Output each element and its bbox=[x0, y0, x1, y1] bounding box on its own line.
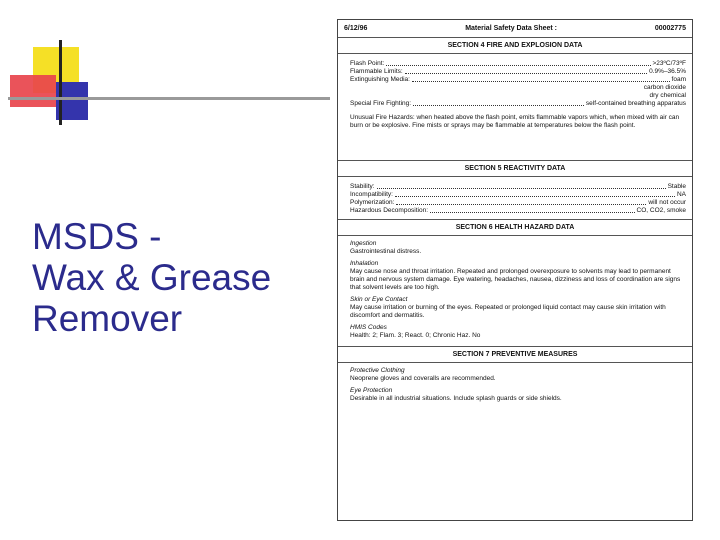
doc-header bbox=[338, 20, 692, 38]
stability-value: Stable bbox=[667, 183, 686, 190]
stability-label: Stability: bbox=[350, 183, 375, 190]
hazardous-decomposition-row bbox=[338, 207, 692, 215]
polymerization-row bbox=[338, 199, 692, 207]
hazardous-decomposition-value: CO, CO2, smoke bbox=[636, 207, 686, 214]
extinguishing-media-label: Extinguishing Media: bbox=[350, 76, 410, 83]
doc-date: 6/12/96 bbox=[344, 25, 368, 32]
polymerization-label: Polymerization: bbox=[350, 199, 395, 206]
flash-point-row bbox=[338, 60, 692, 68]
incompatibility-value: NA bbox=[676, 191, 686, 198]
ingestion-label: Ingestion bbox=[350, 240, 377, 247]
decor-horizontal-line bbox=[8, 97, 330, 100]
incompatibility-label: Incompatibility: bbox=[350, 191, 393, 198]
section-4-title: SECTION 4 FIRE AND EXPLOSION DATA bbox=[338, 38, 692, 54]
decor-vertical-line bbox=[59, 40, 62, 125]
slide-title-line: Wax & Grease bbox=[32, 257, 272, 298]
section-5-title: SECTION 5 REACTIVITY DATA bbox=[338, 160, 692, 177]
flash-point-value: >23ºC/73ºF bbox=[652, 60, 686, 67]
extinguishing-media-value: foam bbox=[671, 76, 686, 83]
special-fire-fighting-row bbox=[338, 100, 692, 108]
polymerization-value: will not occur bbox=[648, 199, 686, 206]
special-fire-fighting-label: Special Fire Fighting: bbox=[350, 100, 412, 107]
protective-clothing-text: Neoprene gloves and coveralls are recommended. bbox=[350, 375, 496, 382]
flammable-limits-row bbox=[338, 68, 692, 76]
msds-document-image bbox=[337, 19, 693, 521]
skin-eye-text: May cause irritation or burning of the eyes. Repeated or prolonged liquid contact may cause skin irritation with discomfort and dermatitis. bbox=[350, 304, 666, 319]
section-7-title: SECTION 7 PREVENTIVE MEASURES bbox=[338, 346, 692, 363]
stability-row bbox=[338, 183, 692, 191]
inhalation-label: Inhalation bbox=[350, 260, 379, 267]
flash-point-label: Flash Point: bbox=[350, 60, 385, 67]
flammable-limits-value: 0.9%–36.5% bbox=[649, 68, 686, 75]
protective-clothing-label: Protective Clothing bbox=[350, 367, 405, 374]
slide-title-line: MSDS - bbox=[32, 216, 162, 257]
hazardous-decomposition-label: Hazardous Decomposition: bbox=[350, 207, 429, 214]
extinguishing-media-more: dry chemical bbox=[649, 92, 686, 99]
section-6-title: SECTION 6 HEALTH HAZARD DATA bbox=[338, 219, 692, 236]
slide-title-line: Remover bbox=[32, 298, 183, 339]
extinguishing-media-row bbox=[338, 76, 692, 84]
eye-protection-label: Eye Protection bbox=[350, 387, 393, 394]
skin-eye-label: Skin or Eye Contact bbox=[350, 296, 408, 303]
inhalation-text: May cause nose and throat irritation. Repeated and prolonged overexposure to solvents may lead to permanent brain and nervous system damage. Eye watering, headaches, nausea, dizziness and loss of coordination are signs that solvent levels are too high. bbox=[350, 268, 681, 291]
ingestion-text: Gastrointestinal distress. bbox=[350, 248, 422, 255]
decor-red-square bbox=[10, 75, 56, 107]
doc-header-title: Material Safety Data Sheet : bbox=[465, 25, 557, 32]
slide-title bbox=[32, 216, 322, 339]
special-fire-fighting-value: self-contained breathing apparatus bbox=[585, 100, 686, 107]
flammable-limits-label: Flammable Limits: bbox=[350, 68, 403, 75]
eye-protection-text: Desirable in all industrial situations. Include splash guards or side shields. bbox=[350, 395, 562, 402]
incompatibility-row bbox=[338, 191, 692, 199]
unusual-fire-hazards-text: Unusual Fire Hazards: when heated above the flash point, emits flammable vapors which, when mixed with air can burn or be explosive. Fine mists or sprays may be flammable at temperatures below the flash point. bbox=[350, 114, 680, 129]
hmis-codes-label: HMIS Codes bbox=[350, 324, 387, 331]
hmis-codes-text: Health: 2; Flam. 3; React. 0; Chronic Haz. No bbox=[350, 332, 481, 339]
doc-header-number: 00002775 bbox=[654, 25, 686, 32]
extinguishing-media-more: carbon dioxide bbox=[643, 84, 686, 91]
